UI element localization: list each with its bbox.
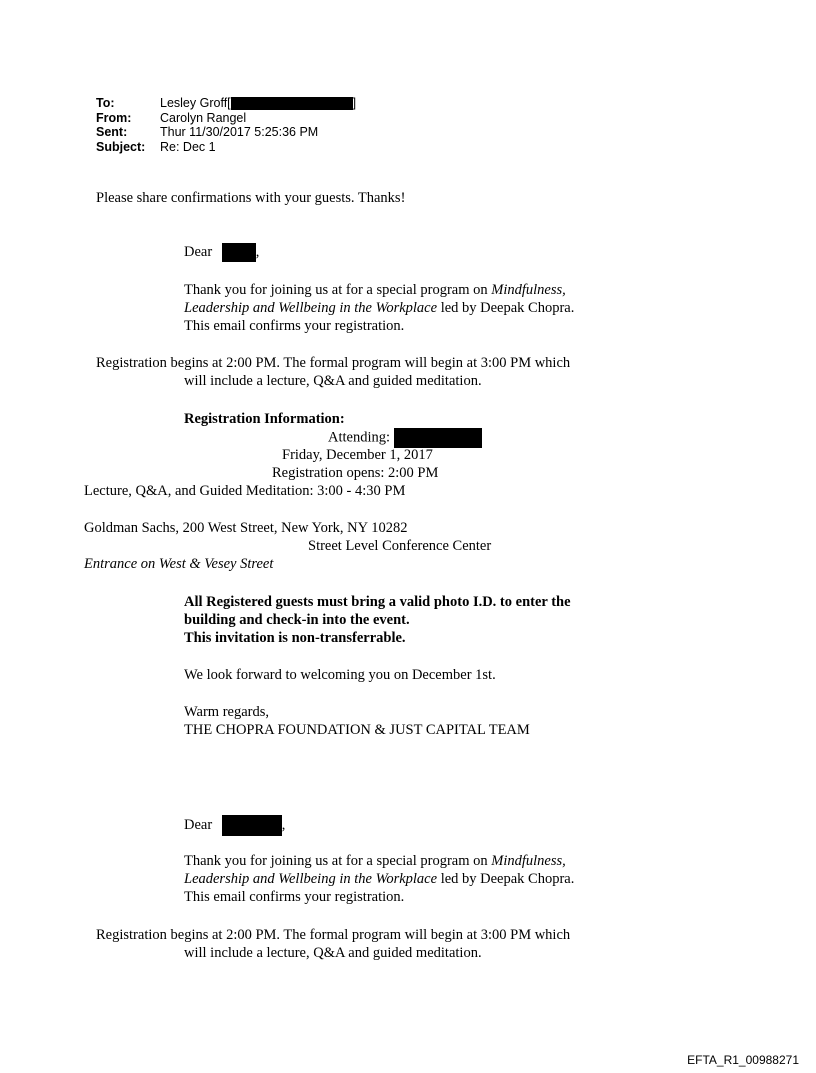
subject-value: Re: Dec 1 [160,139,216,154]
dear-text: Dear [184,816,213,833]
thanks-post: led by Deepak Chopra. [437,871,575,887]
id-notice-line-1: All Registered guests must bring a valid photo I.D. to enter the [184,594,571,610]
header-to-row [96,96,356,111]
event-venue: Street Level Conference Center [308,538,492,554]
welcome-line: We look forward to welcoming you on December 1st. [184,667,496,683]
redaction-box [222,243,256,262]
sent-value: Thur 11/30/2017 5:25:36 PM [160,125,319,139]
dear-text: Dear [184,244,213,260]
thanks-line-1 [184,852,566,870]
document-id: EFTA_R1_00988271 [687,1053,799,1067]
thanks-italic-2: Leadership and Wellbeing in the Workplace [184,300,438,316]
signature-team: THE CHOPRA FOUNDATION & JUST CAPITAL TEAM [184,722,530,738]
thanks-italic-2: Leadership and Wellbeing in the Workplace [184,871,438,887]
thanks-line-2 [184,870,574,888]
greeting-1 [184,243,259,262]
id-notice-line-2: building and check-in into the event. [184,612,410,628]
subject-label: Subject: [96,139,146,154]
non-transferrable-notice: This invitation is non-transferrable. [184,630,406,646]
thanks-italic-1: Mindfulness, [491,282,566,298]
to-close: ] [352,96,357,110]
comma: , [281,816,286,833]
to-label: To: [96,96,115,110]
to-value [160,96,356,111]
event-date: Friday, December 1, 2017 [282,447,433,463]
registration-line-2: will include a lecture, Q&A and guided meditation. [184,373,482,389]
email-header [96,96,356,154]
attending-line [328,428,482,448]
thanks-post: led by Deepak Chopra. [437,300,575,316]
lecture-time: Lecture, Q&A, and Guided Meditation: 3:00 - 4:30 PM [84,483,406,499]
redaction-box [222,815,282,836]
header-from-row [96,111,356,126]
to-name: Lesley Groff[ [160,96,231,110]
thanks-italic-1: Mindfulness, [491,853,566,869]
thanks-line-2 [184,299,574,317]
thanks-pre: Thank you for joining us at for a special program on [184,853,492,869]
header-sent-row [96,125,356,140]
registration-line-2: will include a lecture, Q&A and guided meditation. [184,945,482,961]
regards-line: Warm regards, [184,704,269,720]
intro-text: Please share confirmations with your guests. Thanks! [96,190,406,206]
confirm-line: This email confirms your registration. [184,889,405,905]
sent-label: Sent: [96,125,128,139]
redaction-box [394,428,482,448]
comma: , [255,244,260,260]
registration-info-heading: Registration Information: [184,411,345,427]
registration-line-1: Registration begins at 2:00 PM. The formal program will begin at 3:00 PM which [96,355,571,371]
thanks-line-1 [184,281,566,299]
event-entrance: Entrance on West & Vesey Street [84,556,274,572]
header-subject-row [96,140,356,155]
from-label: From: [96,110,132,125]
redaction-box [231,97,353,110]
thanks-pre: Thank you for joining us at for a special program on [184,282,492,298]
greeting-2 [184,815,285,836]
confirm-line: This email confirms your registration. [184,318,405,334]
attending-label: Attending: [328,429,391,446]
registration-opens: Registration opens: 2:00 PM [272,465,439,481]
event-address: Goldman Sachs, 200 West Street, New York, NY 10282 [84,520,408,536]
registration-line-1: Registration begins at 2:00 PM. The formal program will begin at 3:00 PM which [96,927,571,943]
from-value: Carolyn Rangel [160,110,247,125]
